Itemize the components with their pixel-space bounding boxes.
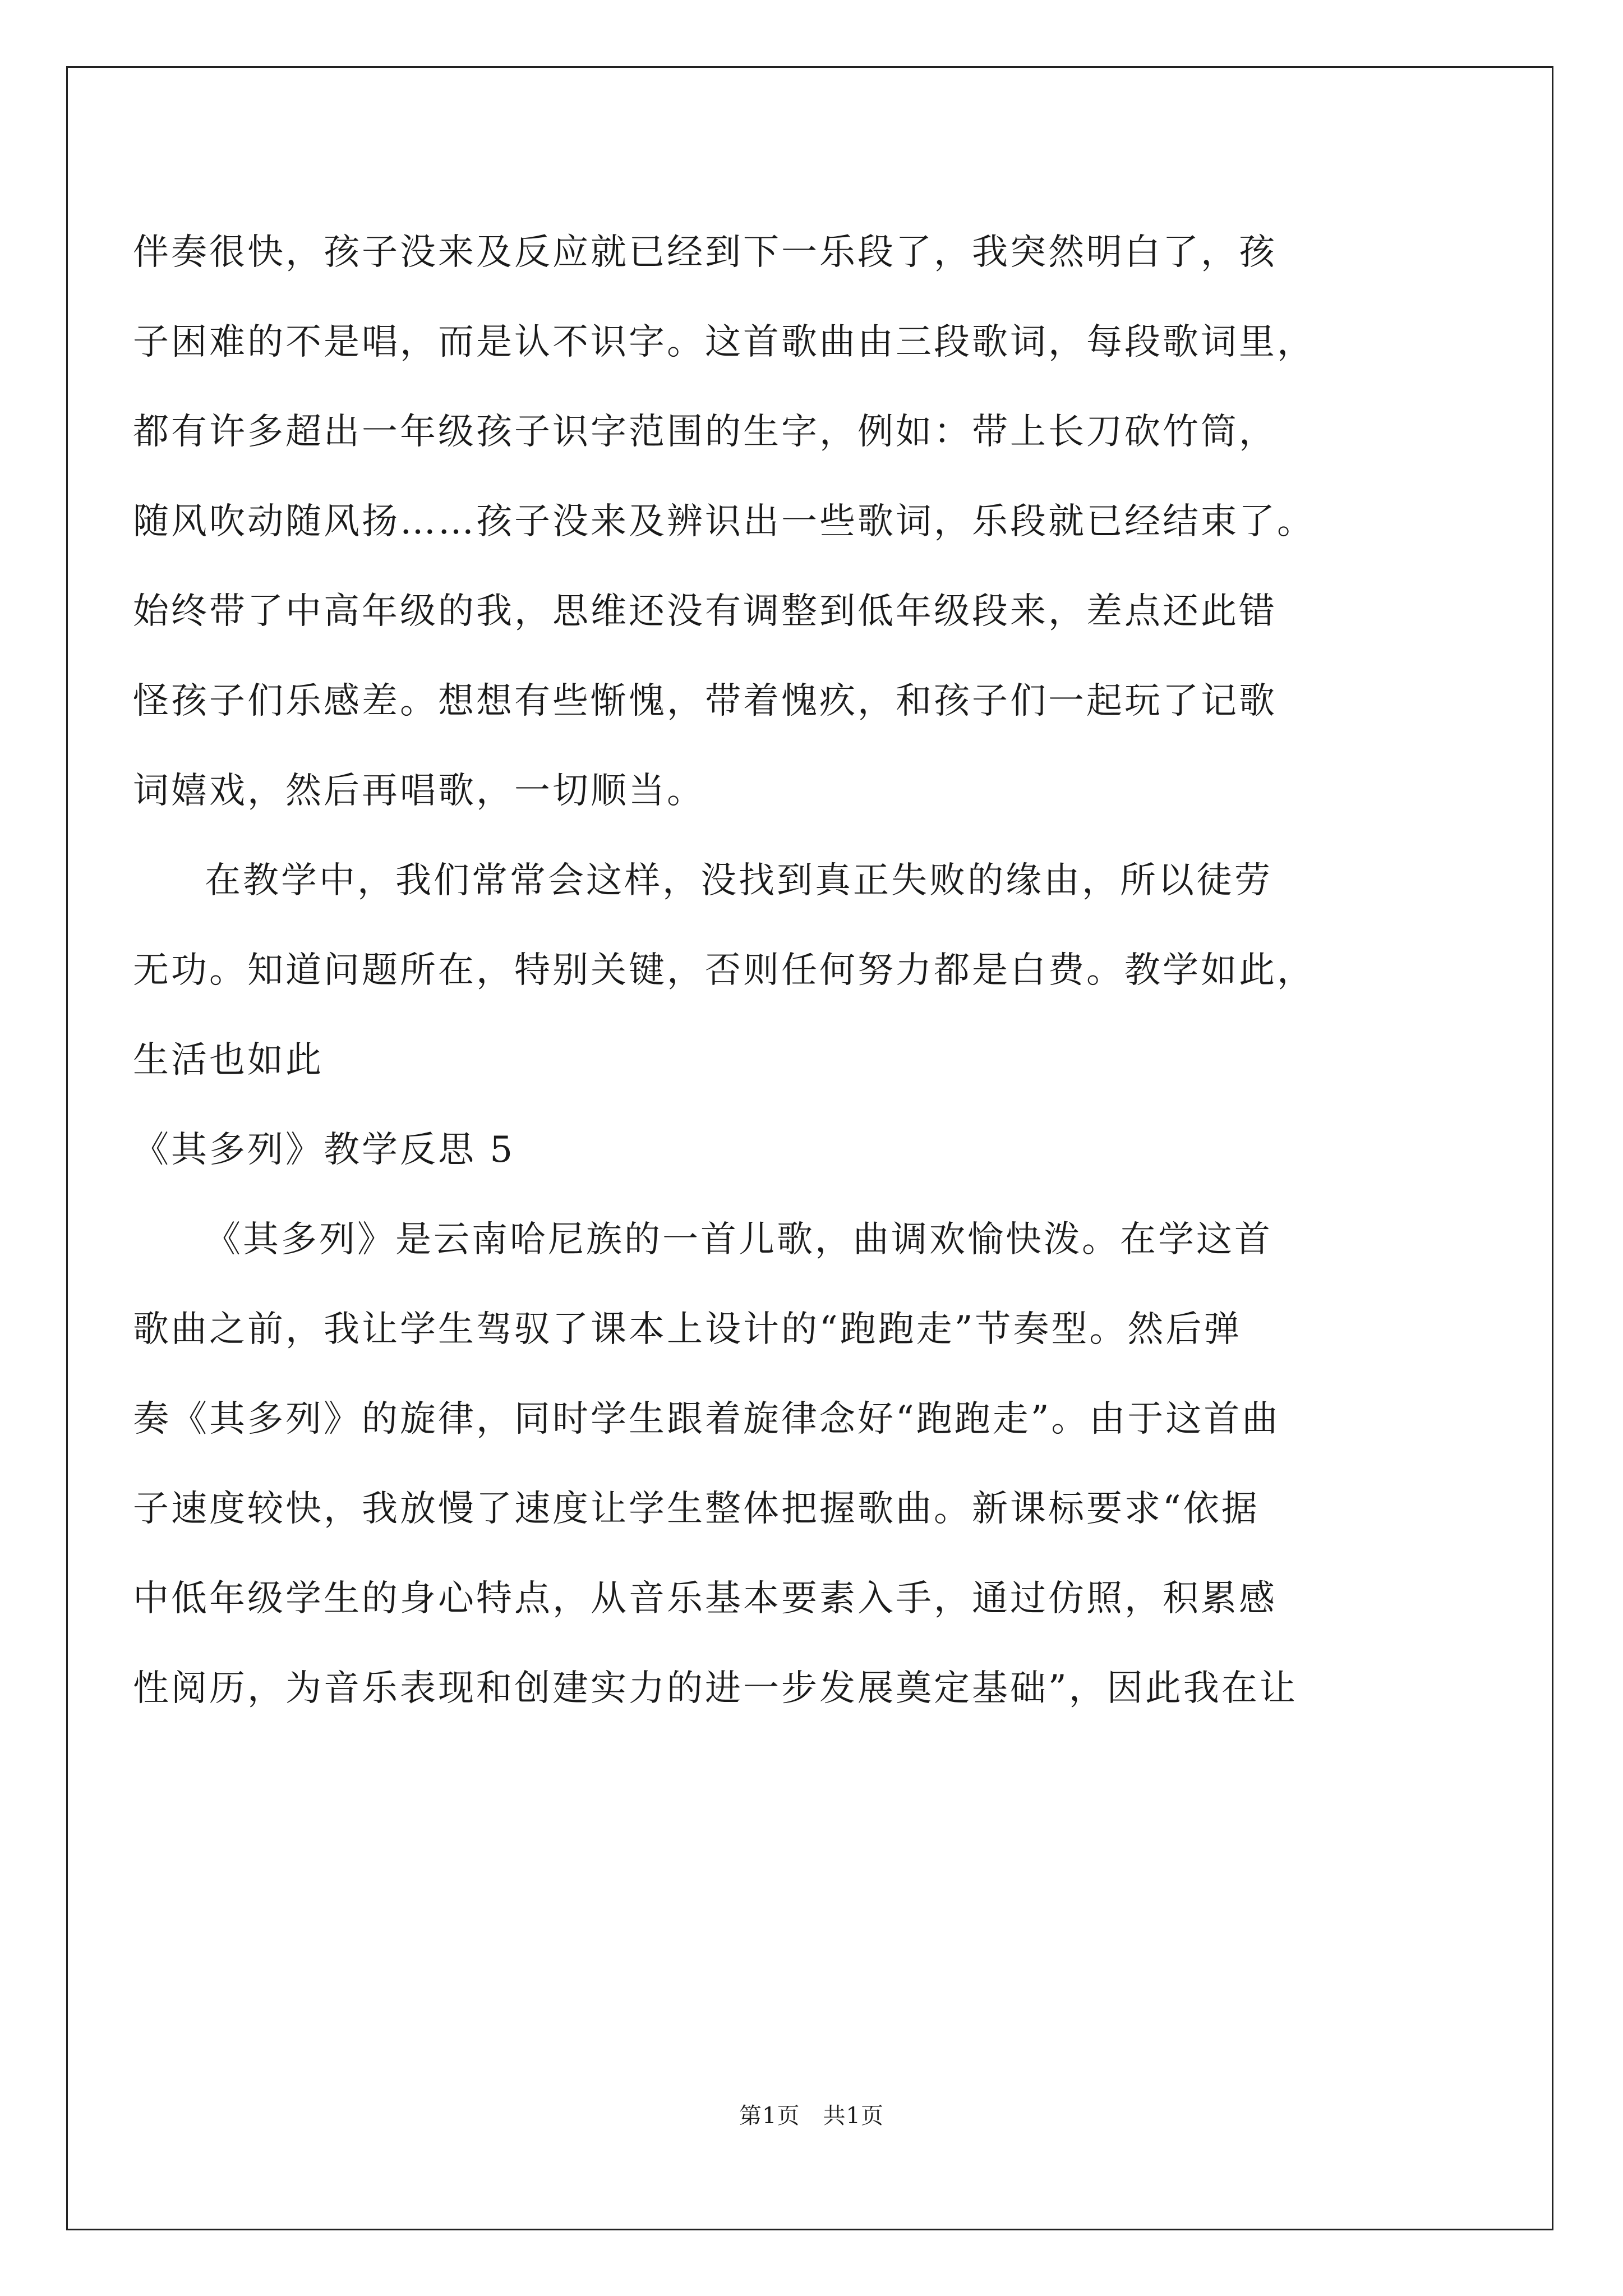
paragraph-line: 始终带了中高年级的我，思维还没有调整到低年级段来，差点还此错 [133, 591, 1277, 632]
paragraph-line: 生活也如此 [133, 1039, 324, 1081]
paragraph-line: 子困难的不是唱，而是认不识字。这首歌曲由三段歌词，每段歌词里， [133, 321, 1315, 363]
paragraph-line: 在教学中，我们常常会这样，没找到真正失败的缘由，所以徒劳 [205, 860, 1272, 901]
paragraph-line: 无功。知道问题所在，特别关键，否则任何努力都是白费。教学如此， [133, 950, 1315, 991]
paragraph-line: 奏《其多列》的旋律，同时学生跟着旋律念好“跑跑走”。由于这首曲 [133, 1398, 1280, 1440]
paragraph-line: 性阅历，为音乐表现和创建实力的进一步发展奠定基础”，因此我在让 [133, 1668, 1298, 1709]
page-footer: 第1页 共1页 [739, 2103, 884, 2129]
paragraph-line: 伴奏很快，孩子没来及反应就已经到下一乐段了，我突然明白了，孩 [133, 232, 1277, 273]
paragraph-line: 怪孩子们乐感差。想想有些惭愧，带着愧疚，和孩子们一起玩了记歌 [133, 680, 1277, 722]
section-heading: 《其多列》教学反思 5 [133, 1129, 515, 1171]
paragraph-line: 中低年级学生的身心特点，从音乐基本要素入手，通过仿照，积累感 [133, 1578, 1277, 1619]
paragraph-line: 词嬉戏，然后再唱歌，一切顺当。 [133, 770, 705, 812]
paragraph-line: 都有许多超出一年级孩子识字范围的生字，例如：带上长刀砍竹筒， [133, 411, 1277, 453]
paragraph-line: 子速度较快，我放慢了速度让学生整体把握歌曲。新课标要求“依据 [133, 1488, 1260, 1530]
paragraph-line: 歌曲之前，我让学生驾驭了课本上设计的“跑跑走”节奏型。然后弹 [133, 1309, 1242, 1350]
paragraph-line: 《其多列》是云南哈尼族的一首儿歌，曲调欢愉快泼。在学这首 [205, 1219, 1272, 1260]
paragraph-line: 随风吹动随风扬……孩子没来及辨识出一些歌词，乐段就已经结束了。 [133, 501, 1315, 542]
